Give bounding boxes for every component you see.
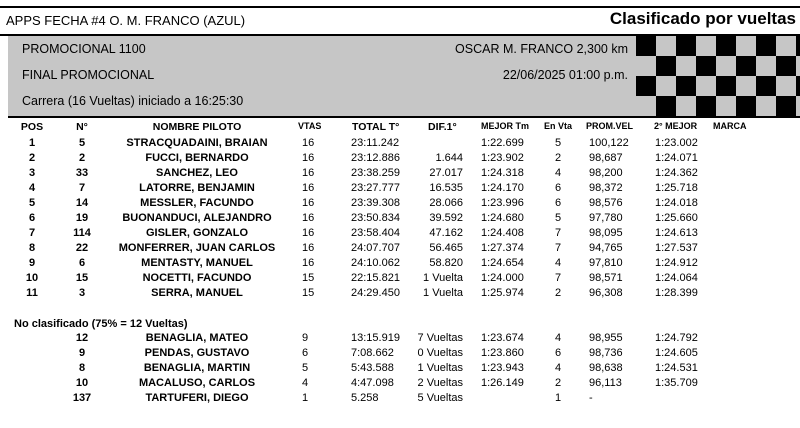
cell-diff: 1 Vuelta [423,272,463,284]
event-title: APPS FECHA #4 O. M. FRANCO (AZUL) [6,13,246,28]
cell-best: 1:24.654 [481,257,524,269]
cell-name: STRACQUADAINI, BRAIAN [126,137,268,149]
cell-avg: 98,372 [589,182,623,194]
cell-diff: 5 Vueltas [417,392,463,404]
cell-on_lap: 6 [555,197,562,209]
start-info: Carrera (16 Vueltas) iniciado a 16:25:30 [22,94,244,108]
cell-avg: 96,113 [589,377,622,389]
cell-best: 1:25.974 [481,287,524,299]
cell-num: 5 [78,137,86,149]
cell-second: 1:24.064 [655,272,698,284]
cell-laps: 16 [302,227,315,239]
cell-laps: 4 [302,377,309,389]
cell-num: 114 [73,227,91,239]
column-header-best: MEJOR Tm [481,121,530,131]
cell-name: FUCCI, BERNARDO [145,152,249,164]
cell-num: 8 [78,362,86,374]
cell-on_lap: 5 [555,212,562,224]
column-header-num: N° [76,121,88,133]
cell-on_lap: 4 [555,332,562,344]
cell-laps: 6 [302,347,309,359]
column-header-diff: DIF.1° [428,121,457,133]
cell-best: 1:22.699 [481,137,524,149]
cell-num: 10 [75,377,89,389]
cell-total: 24:29.450 [351,287,400,299]
cell-laps: 15 [302,287,315,299]
cell-num: 7 [78,182,86,194]
cell-second: 1:24.613 [655,227,698,239]
cell-num: 3 [78,287,86,299]
cell-diff: 39.592 [429,212,463,224]
column-header-second_best: 2° MEJOR [654,121,698,131]
cell-total: 24:10.062 [351,257,400,269]
column-header-name: NOMBRE PILOTO [152,121,242,133]
cell-on_lap: 1 [555,392,562,404]
session-label: FINAL PROMOCIONAL [22,68,155,82]
cell-pos: 7 [28,227,36,239]
cell-avg: 98,095 [589,227,623,239]
cell-avg: 94,765 [589,242,623,254]
cell-pos: 3 [28,167,36,179]
cell-name: GISLER, GONZALO [145,227,249,239]
cell-avg: 96,308 [589,287,623,299]
checker-square [696,96,716,116]
report-title: Clasificado por vueltas [609,9,796,28]
column-header-total: TOTAL T° [352,121,400,133]
cell-on_lap: 7 [555,227,562,239]
cell-total: 23:12.886 [351,152,400,164]
cell-on_lap: 6 [555,182,562,194]
cell-diff: 47.162 [429,227,463,239]
cell-name: BENAGLIA, MATEO [145,332,249,344]
checker-square [776,56,796,76]
cell-avg: - [589,392,593,404]
cell-laps: 1 [302,392,309,404]
cell-second: 1:24.792 [655,332,698,344]
cell-avg: 98,576 [589,197,623,209]
checker-square [756,36,776,56]
cell-name: SANCHEZ, LEO [156,167,238,179]
cell-best: 1:24.680 [481,212,524,224]
cell-laps: 15 [302,272,315,284]
cell-total: 4:47.098 [351,377,394,389]
cell-on_lap: 7 [555,242,562,254]
checker-square [656,96,676,116]
cell-best: 1:27.374 [481,242,524,254]
cell-best: 1:23.943 [481,362,524,374]
column-header-on_lap: En Vta [544,121,573,131]
cell-laps: 9 [302,332,309,344]
cell-best: 1:23.674 [481,332,524,344]
header-top-rule [0,6,800,8]
cell-diff: 16.535 [429,182,463,194]
cell-laps: 16 [302,212,315,224]
cell-second: 1:25.660 [655,212,698,224]
cell-second: 1:24.362 [655,167,698,179]
cell-num: 12 [75,332,89,344]
info-band [8,36,800,116]
cell-avg: 100,122 [589,137,629,149]
cell-total: 23:11.242 [351,137,400,149]
cell-laps: 16 [302,167,315,179]
cell-best: 1:23.902 [481,152,524,164]
cell-name: MENTASTY, MANUEL [141,257,253,269]
cell-num: 19 [75,212,89,224]
cell-avg: 98,955 [589,332,623,344]
cell-diff: 58.820 [429,257,463,269]
cell-name: TARTUFERI, DIEGO [145,392,249,404]
column-header-avg_speed: PROM.VEL [586,121,634,131]
cell-on_lap: 6 [555,347,562,359]
checker-square [736,96,756,116]
cell-name: BENAGLIA, MARTIN [143,362,251,374]
cell-pos: 1 [28,137,36,149]
cell-diff: 2 Vueltas [417,377,463,389]
cell-on_lap: 5 [555,137,562,149]
cell-pos: 9 [28,257,36,269]
cell-best: 1:23.996 [481,197,524,209]
cell-total: 22:15.821 [351,272,400,284]
cell-second: 1:35.709 [655,377,698,389]
cell-best: 1:24.408 [481,227,524,239]
cell-num: 6 [78,257,86,269]
column-header-laps: VTAS [298,121,322,131]
checker-square [716,36,736,56]
checker-square [696,56,716,76]
cell-laps: 5 [302,362,309,374]
cell-on_lap: 2 [555,152,562,164]
cell-name: BUONANDUCI, ALEJANDRO [122,212,272,224]
checker-square [796,36,800,56]
cell-on_lap: 2 [555,287,562,299]
cell-on_lap: 4 [555,362,562,374]
cell-second: 1:24.071 [655,152,698,164]
cell-name: MONFERRER, JUAN CARLOS [118,242,276,254]
cell-name: NOCETTI, FACUNDO [142,272,252,284]
cell-diff: 1.644 [435,152,463,164]
cell-avg: 98,200 [589,167,623,179]
cell-total: 13:15.919 [351,332,400,344]
cell-num: 15 [75,272,89,284]
cell-diff: 7 Vueltas [417,332,463,344]
cell-num: 9 [78,347,86,359]
cell-pos: 2 [28,152,36,164]
checker-square [776,96,796,116]
cell-pos: 10 [25,272,39,284]
cell-avg: 97,780 [589,212,623,224]
cell-name: MESSLER, FACUNDO [140,197,254,209]
cell-avg: 98,687 [589,152,623,164]
cell-diff: 1 Vueltas [417,362,463,374]
cell-diff: 0 Vueltas [417,347,463,359]
cell-avg: 98,638 [589,362,623,374]
checker-square [736,56,756,76]
cell-laps: 16 [302,137,315,149]
cell-best: 1:24.318 [481,167,524,179]
cell-name: LATORRE, BENJAMIN [139,182,255,194]
checker-square [676,76,696,96]
cell-on_lap: 2 [555,377,562,389]
cell-diff: 27.017 [429,167,463,179]
cell-on_lap: 4 [555,257,562,269]
cell-second: 1:28.399 [655,287,698,299]
checker-square [796,76,800,96]
cell-avg: 97,810 [589,257,623,269]
cell-on_lap: 4 [555,167,562,179]
cell-num: 33 [75,167,89,179]
event-datetime: 22/06/2025 01:00 p.m. [502,68,628,82]
cell-name: MACALUSO, CARLOS [138,377,256,389]
cell-second: 1:24.531 [655,362,698,374]
cell-best: 1:24.170 [481,182,524,194]
checker-square [676,36,696,56]
cell-diff: 28.066 [429,197,463,209]
circuit-label: OSCAR M. FRANCO 2,300 km [455,42,628,56]
cell-pos: 8 [28,242,36,254]
cell-total: 7:08.662 [351,347,394,359]
checkered-flag-icon [636,36,800,116]
checker-square [716,76,736,96]
cell-laps: 16 [302,242,315,254]
cell-total: 5:43.588 [351,362,394,374]
checker-square [756,76,776,96]
cell-num: 14 [75,197,89,209]
cell-laps: 16 [302,182,315,194]
cell-laps: 16 [302,152,315,164]
column-header-brand: MARCA [713,121,747,131]
cell-second: 1:24.605 [655,347,698,359]
cell-total: 23:38.259 [351,167,400,179]
cell-total: 23:27.777 [351,182,400,194]
cell-avg: 98,571 [589,272,623,284]
cell-total: 23:50.834 [351,212,400,224]
cell-avg: 98,736 [589,347,623,359]
checker-square [656,56,676,76]
table-header-rule [8,116,800,118]
cell-second: 1:23.002 [655,137,698,149]
cell-second: 1:24.912 [655,257,698,269]
cell-num: 2 [78,152,86,164]
cell-pos: 5 [28,197,36,209]
cell-best: 1:26.149 [481,377,524,389]
cell-total: 5.258 [351,392,379,404]
cell-on_lap: 7 [555,272,562,284]
cell-num: 137 [72,392,92,404]
category-label: PROMOCIONAL 1100 [22,42,146,56]
cell-diff: 56.465 [429,242,463,254]
cell-name: PENDAS, GUSTAVO [144,347,250,359]
cell-pos: 6 [28,212,36,224]
not-classified-heading: No clasificado (75% = 12 Vueltas) [14,318,188,330]
cell-second: 1:24.018 [655,197,698,209]
cell-laps: 16 [302,257,315,269]
cell-name: SERRA, MANUEL [151,287,243,299]
checker-square [636,36,656,56]
column-header-pos: POS [20,121,44,133]
cell-total: 23:39.308 [351,197,400,209]
cell-pos: 11 [26,287,38,299]
cell-num: 22 [75,242,89,254]
cell-laps: 16 [302,197,315,209]
cell-second: 1:27.537 [655,242,698,254]
cell-best: 1:23.860 [481,347,524,359]
cell-second: 1:25.718 [655,182,698,194]
cell-diff: 1 Vuelta [423,287,463,299]
cell-total: 23:58.404 [351,227,400,239]
cell-pos: 4 [28,182,36,194]
cell-total: 24:07.707 [351,242,400,254]
checker-square [636,76,656,96]
cell-best: 1:24.000 [481,272,524,284]
